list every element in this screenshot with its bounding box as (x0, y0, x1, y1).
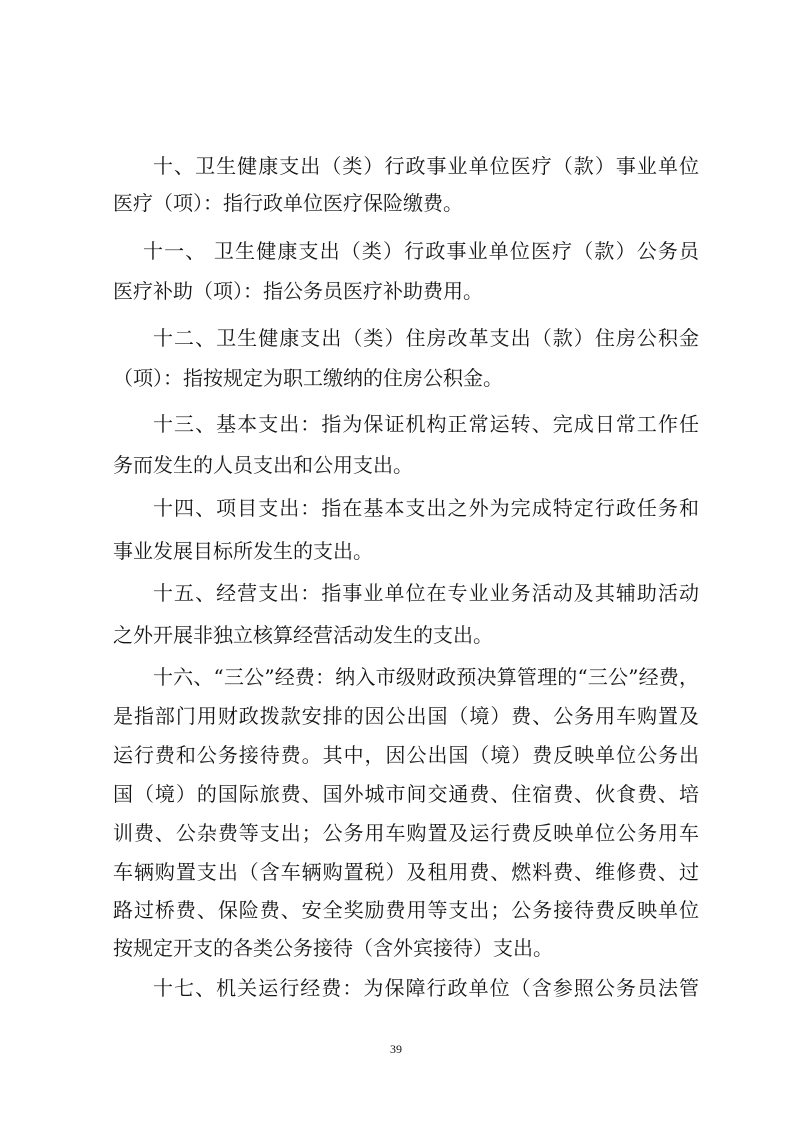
paragraph-15-line-1: 十五、经营支出：指事业单位在专业业务活动及其辅助活动 (153, 581, 699, 605)
paragraph-16-line-6: 车辆购置支出（含车辆购置税）及租用费、燃料费、维修费、过 (113, 860, 699, 884)
paragraph-13-line-1: 十三、基本支出：指为保证机构正常运转、完成日常工作任 (153, 412, 699, 436)
paragraph-10-line-2: 医疗（项）：指行政单位医疗保险缴费。 (113, 191, 463, 215)
paragraph-11-line-2: 医疗补助（项）：指公务员医疗补助费用。 (113, 279, 483, 303)
paragraph-16-line-7: 路过桥费、保险费、安全奖励费用等支出；公务接待费反映单位 (113, 898, 699, 922)
paragraph-16-line-5: 训费、公杂费等支出；公务用车购置及运行费反映单位公务用车 (113, 821, 699, 845)
paragraph-12-line-2: （项）：指按规定为职工缴纳的住房公积金。 (113, 366, 503, 390)
paragraph-16-line-1: 十六、“三公”经费：纳入市级财政预决算管理的“三公”经费， (153, 665, 699, 689)
paragraph-14-line-1: 十四、项目支出：指在基本支出之外为完成特定行政任务和 (153, 496, 699, 520)
paragraph-17-line-1: 十七、机关运行经费：为保障行政单位（含参照公务员法管 (153, 976, 699, 1000)
paragraph-14-line-2: 事业发展目标所发生的支出。 (113, 539, 373, 563)
paragraph-13-line-2: 务而发生的人员支出和公用支出。 (113, 453, 413, 477)
paragraph-10-line-1: 十、卫生健康支出（类）行政事业单位医疗（款）事业单位 (153, 154, 699, 178)
paragraph-16-line-4: 国（境）的国际旅费、国外城市间交通费、住宿费、伙食费、培 (113, 782, 699, 806)
page-number: 39 (390, 1042, 402, 1056)
paragraph-16-line-2: 是指部门用财政拨款安排的因公出国（境）费、公务用车购置及 (113, 704, 699, 728)
paragraph-16-line-3: 运行费和公务接待费。其中，因公出国（境）费反映单位公务出 (113, 743, 699, 767)
paragraph-11-line-1: 十一、 卫生健康支出（类）行政事业单位医疗（款）公务员 (143, 239, 699, 263)
paragraph-15-line-2: 之外开展非独立核算经营活动发生的支出。 (113, 623, 493, 647)
paragraph-16-line-8: 按规定开支的各类公务接待（含外宾接待）支出。 (113, 936, 553, 960)
paragraph-12-line-1: 十二、卫生健康支出（类）住房改革支出（款）住房公积金 (153, 326, 699, 350)
